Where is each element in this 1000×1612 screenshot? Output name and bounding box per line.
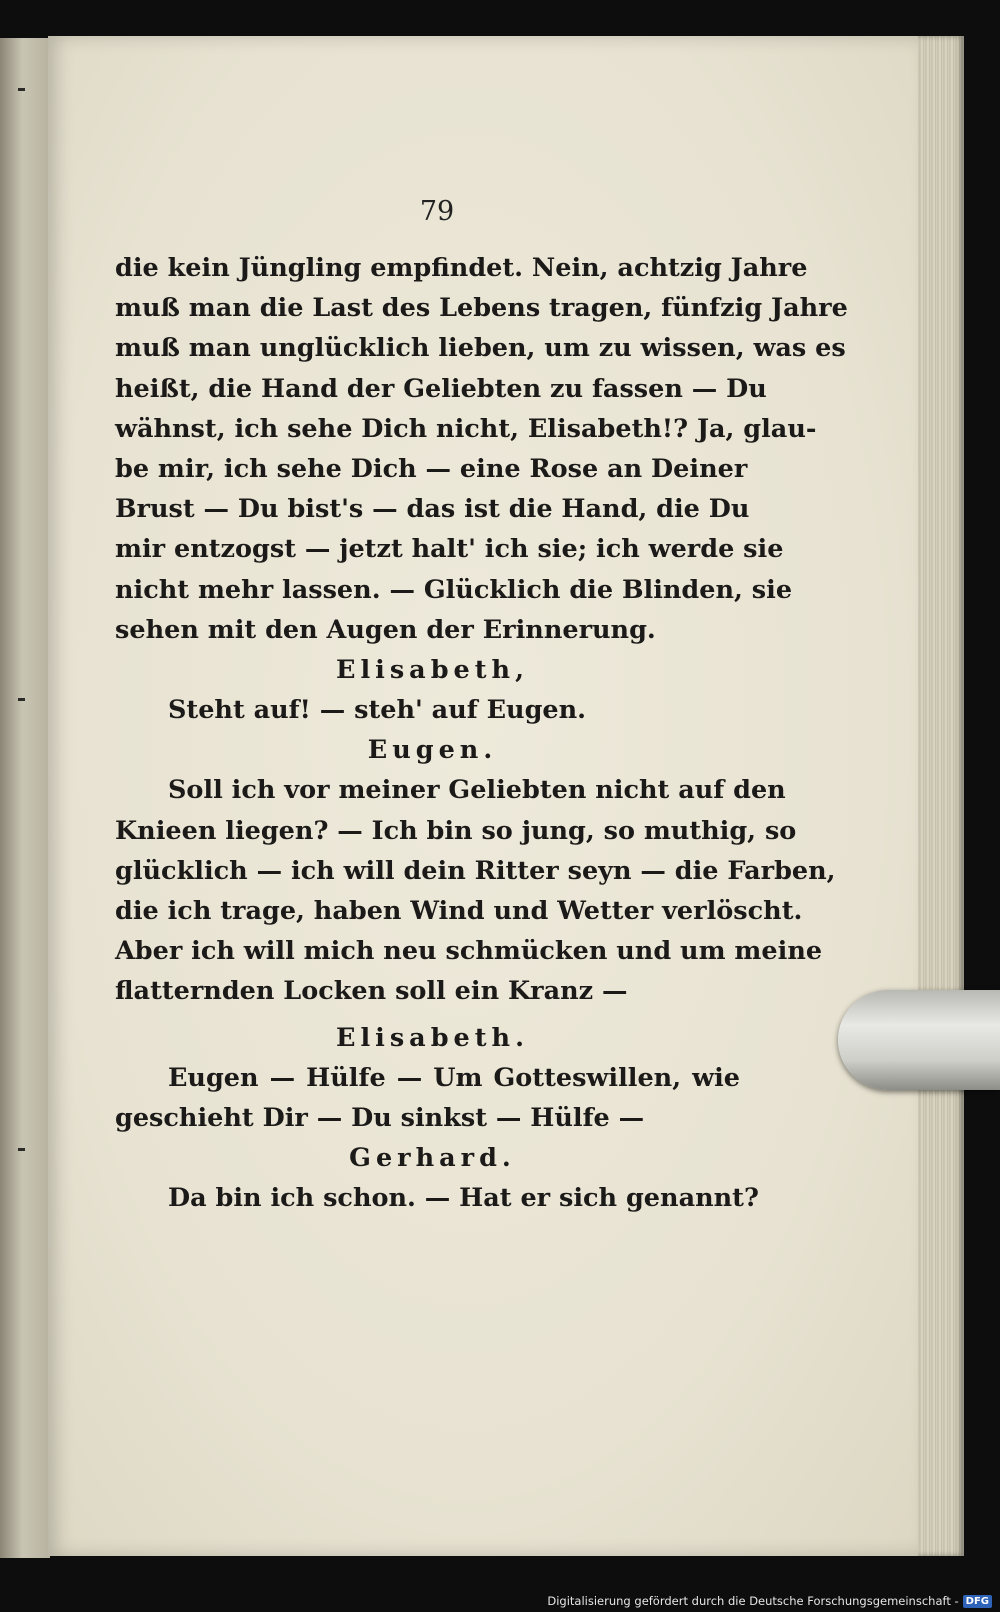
speaker-name: Gerhard. — [349, 1143, 516, 1174]
dialogue-line: geschieht Dir — Du sinkst — Hülfe — — [115, 1102, 645, 1133]
digitization-footer — [547, 1592, 992, 1610]
text-line: be mir, ich sehe Dich — eine Rose an Deiner — [115, 453, 748, 484]
text-line: wähnst, ich sehe Dich nicht, Elisabeth!? Ja, glau- — [115, 413, 817, 444]
dialogue-line: Soll ich vor meiner Geliebten nicht auf den — [168, 775, 786, 806]
page-stack-edges — [918, 36, 964, 1556]
page-number: 79 — [419, 196, 455, 227]
binding-stitch — [18, 698, 25, 701]
dialogue-line: Knieen liegen? — Ich bin so jung, so muthig, so — [115, 815, 797, 846]
page-text — [115, 248, 848, 1219]
speaker-name: Eugen. — [367, 735, 498, 766]
binding-stitch — [18, 1148, 25, 1151]
dialogue-line: Steht auf! — steh' auf Eugen. — [168, 695, 587, 726]
dialogue-line: die ich trage, haben Wind und Wetter verlöscht. — [115, 896, 803, 926]
text-line: die kein Jüngling empfindet. Nein, achtzig Jahre — [115, 253, 808, 283]
dialogue-line: Eugen — Hülfe — Um Gotteswillen, wie — [168, 1062, 740, 1093]
dfg-logo-icon: DFG — [963, 1595, 992, 1608]
speaker-name: Elisabeth. — [336, 1022, 529, 1053]
text-line: heißt, die Hand der Geliebten zu fassen — Du — [115, 373, 767, 404]
scanner-thumb — [838, 990, 1000, 1090]
binding-stitch — [18, 88, 25, 91]
text-line: sehen mit den Augen der Erinnerung. — [115, 614, 656, 645]
dialogue-line: Aber ich will mich neu schmücken und um meine — [115, 936, 823, 967]
facing-page-edge — [0, 38, 50, 1558]
text-line: muß man unglücklich lieben, um zu wissen, was es — [115, 333, 846, 364]
speaker-name: Elisabeth, — [336, 654, 529, 685]
dialogue-line: flatternden Locken soll ein Kranz — — [115, 976, 628, 1007]
dialogue-line: Da bin ich schon. — Hat er sich genannt? — [168, 1183, 759, 1214]
dialogue-line: glücklich — ich will dein Ritter seyn — die Farben, — [115, 855, 836, 886]
text-line: muß man die Last des Lebens tragen, fünfzig Jahre — [115, 293, 848, 324]
text-line: nicht mehr lassen. — Glücklich die Blinden, sie — [115, 574, 793, 605]
text-line: mir entzogst — jetzt halt' ich sie; ich werde sie — [115, 534, 784, 565]
footer-text: Digitalisierung gefördert durch die Deutsche Forschungsgemeinschaft - — [547, 1594, 959, 1608]
text-line: Brust — Du bist's — das ist die Hand, die Du — [115, 494, 750, 525]
